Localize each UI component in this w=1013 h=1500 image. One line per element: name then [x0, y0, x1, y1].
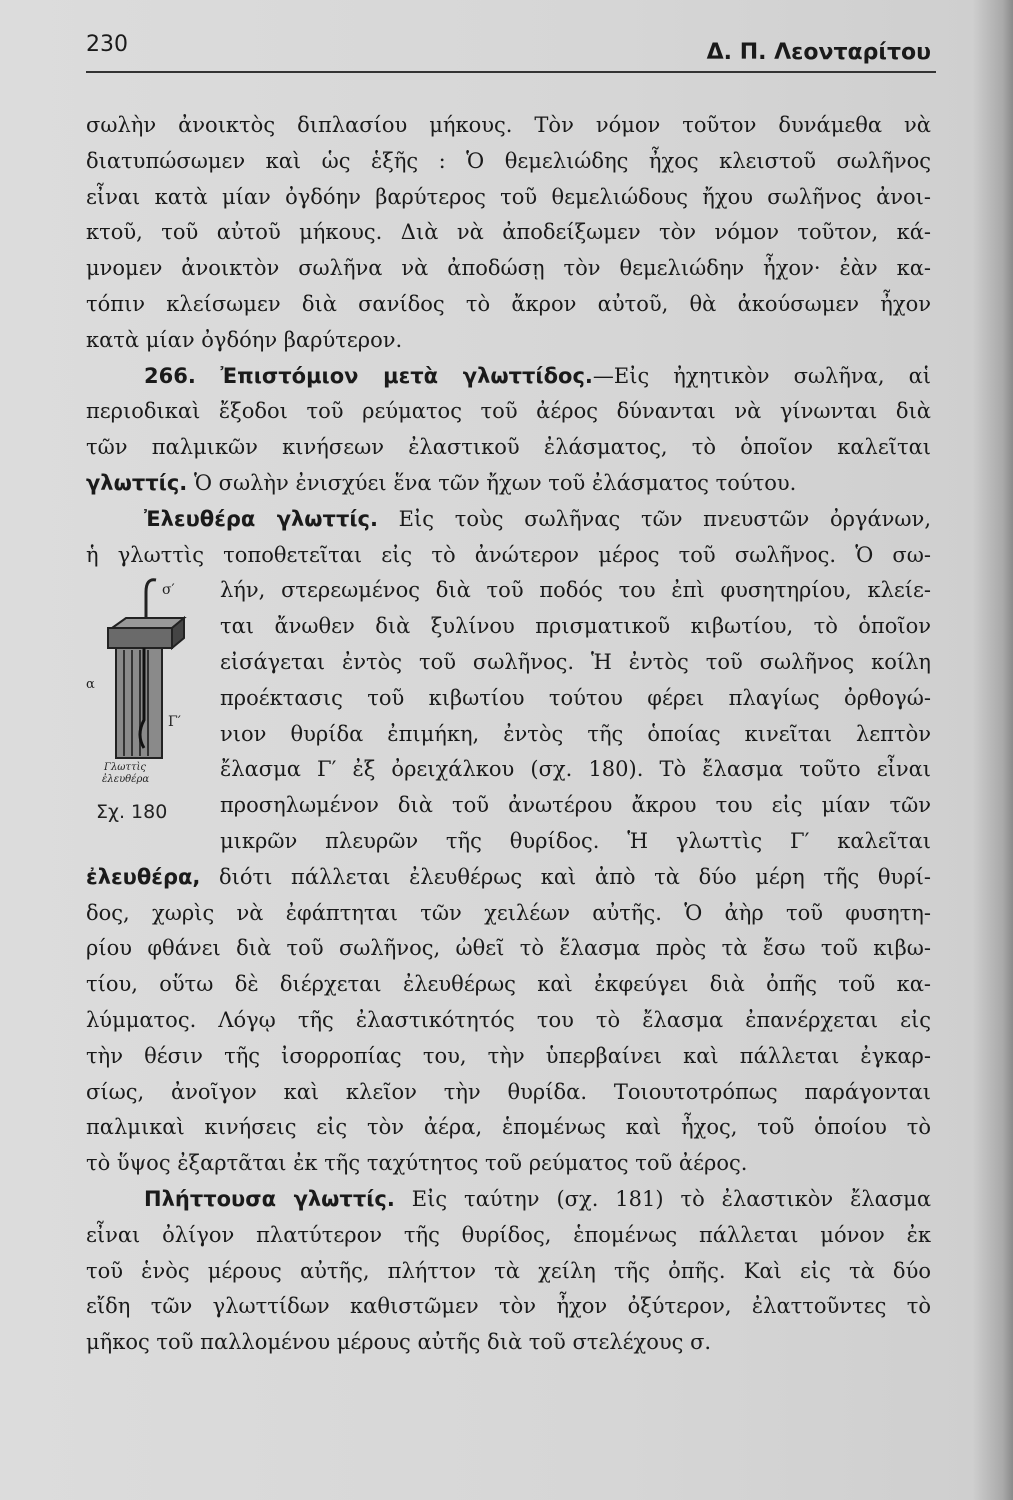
text-line: ἡ γλωττὶς τοποθετεῖται εἰς τὸ ἀνώτερον μέρος τοῦ σωλῆνος. Ὁ σω- — [86, 542, 931, 567]
text-line: εἶναι ὀλίγον πλατύτερον τῆς θυρίδος, ἑπομένως πάλλεται μόνον ἐκ — [86, 1222, 931, 1247]
subheading: Πλήττουσα γλωττίς. — [144, 1186, 395, 1211]
note-line1: Γλωττὶς — [104, 762, 147, 773]
text-line: τὴν θέσιν τῆς ἰσορροπίας του, τὴν ὑπερβαίνει καὶ πάλλεται ἐγκαρ- — [86, 1043, 931, 1068]
text-line: 266. Ἐπιστόμιον μετὰ γλωττίδος.—Εἰς ἠχητικὸν σωλῆνα, αἱ — [144, 363, 931, 388]
text-line: εἶναι κατὰ μίαν ὀγδόην βαρύτερος τοῦ θεμελιώδους ἤχου σωλῆνος ἀνοι- — [86, 184, 931, 209]
text-line: ρίου φθάνει διὰ τοῦ σωλῆνος, ὠθεῖ τὸ ἔλασμα πρὸς τὰ ἔσω τοῦ κιβω- — [86, 936, 931, 961]
text-line: τόπιν κλείσωμεν διὰ σανίδος τὸ ἄκρον αὐτοῦ, θὰ ἀκούσωμεν ἦχον — [86, 291, 931, 316]
text-line: γλωττίς. Ὁ σωλὴν ἐνισχύει ἕνα τῶν ἤχων τοῦ ἐλάσματος τούτου. — [86, 470, 797, 495]
top-block — [108, 628, 172, 648]
text-line: διατυπώσωμεν καὶ ὡς ἑξῆς : Ὁ θεμελιώδης ἦχος κλειστοῦ σωλῆνος — [86, 148, 931, 173]
label-gamma: Γ′ — [168, 714, 181, 730]
text-line: κατὰ μίαν ὀγδόην βαρύτερον. — [86, 327, 403, 352]
page-header — [86, 32, 931, 72]
label-alpha: α — [86, 677, 95, 692]
text-line: τῶν παλμικῶν κινήσεων ἐλαστικοῦ ἐλάσματος, τὸ ὁποῖον καλεῖται — [86, 435, 931, 460]
text-line: παλμικαὶ κινήσεις εἰς τὸν ἀέρα, ἑπομένως καὶ ἦχος, τοῦ ὁποίου τὸ — [86, 1115, 931, 1140]
text-line: μικρῶν πλευρῶν τῆς θυρίδος. Ἡ γλωττὶς Γ′ καλεῖται — [220, 828, 931, 853]
text-line: ἐλευθέρα, διότι πάλλεται ἐλευθέρως καὶ ἀπὸ τὰ δύο μέρη τῆς θυρί- — [86, 864, 931, 889]
text-line: τίου, οὕτω δὲ διέρχεται ἐλευθέρως καὶ ἐκφεύγει διὰ ὀπῆς τοῦ κα- — [86, 972, 931, 997]
text-line: σίως, ἀνοῖγον καὶ κλεῖον τὴν θυρίδα. Τοιουτοτρόπως παράγονται — [86, 1079, 931, 1104]
text-line: προσηλωμένον διὰ τοῦ ἀνωτέρου ἄκρου του εἰς μίαν τῶν — [220, 793, 931, 818]
text-line: προέκτασις τοῦ κιβωτίου τούτου φέρει πλαγίως ὀρθογώ- — [220, 685, 931, 710]
text-line: Ἐλευθέρα γλωττίς. Εἰς τοὺς σωλῆνας τῶν πνευστῶν ὀργάνων, — [144, 506, 931, 531]
header-rule — [86, 71, 936, 73]
section-heading: 266. Ἐπιστόμιον μετὰ γλωττίδος. — [144, 363, 593, 388]
text-line: εἰσάγεται ἐντὸς τοῦ σωλῆνος. Ἡ ἐντὸς τοῦ σωλῆνος κοίλη — [220, 649, 931, 674]
text-line: δος, χωρὶς νὰ ἐφάπτηται τῶν χειλέων αὐτῆς. Ὁ ἀὴρ τοῦ φυσητη- — [86, 900, 931, 925]
label-sigma: σ′ — [162, 582, 175, 598]
text-line: λύμματος. Λόγῳ τῆς ἐλαστικότητός του τὸ ἔλασμα ἐπανέρχεται εἰς — [86, 1007, 931, 1032]
running-title: Δ. Π. Λεονταρίτου — [706, 40, 931, 65]
text-line: περιοδικαὶ ἔξοδοι τοῦ ρεύματος τοῦ ἀέρος δύνανται νὰ γίνωνται διὰ — [86, 399, 931, 424]
text-line: τὸ ὕψος ἐξαρτᾶται ἐκ τῆς ταχύτητος τοῦ ρεύματος τοῦ ἀέρος. — [86, 1151, 748, 1176]
text-line: κτοῦ, τοῦ αὐτοῦ μήκους. Διὰ νὰ ἀποδείξωμεν τὸν νόμον τοῦτον, κά- — [86, 220, 931, 245]
subheading: Ἐλευθέρα γλωττίς. — [144, 506, 378, 531]
term-bold: ἐλευθέρα, — [86, 864, 201, 889]
reed-pipe-illustration — [86, 570, 216, 830]
term-bold: γλωττίς. — [86, 470, 188, 495]
text-line: μνομεν ἀνοικτὸν σωλῆνα νὰ ἀποδώσῃ τὸν θεμελιώδην ἦχον· ἐὰν κα- — [86, 256, 931, 281]
text-line: τοῦ ἑνὸς μέρους αὐτῆς, πλήττον τὰ χείλη τῆς ὀπῆς. Καὶ εἰς τὰ δύο — [86, 1258, 931, 1283]
figure-caption: Σχ. 180 — [96, 801, 168, 823]
text-line: μῆκος τοῦ παλλομένου μέρους αὐτῆς διὰ τοῦ στελέχους σ. — [86, 1330, 712, 1355]
page-number: 230 — [86, 32, 128, 57]
text-line: σωλὴν ἀνοικτὸς διπλασίου μήκους. Τὸν νόμον τοῦτον δυνάμεθα νὰ — [86, 113, 931, 137]
text-line: εἴδη τῶν γλωττίδων καθιστῶμεν τὸν ἦχον ὀξύτερον, ἐλαττοῦντες τὸ — [86, 1294, 931, 1319]
text-line: λήν, στερεωμένος διὰ τοῦ ποδός του ἐπὶ φυσητηρίου, κλείε- — [220, 578, 931, 603]
text-line: ται ἄνωθεν διὰ ξυλίνου πρισματικοῦ κιβωτίου, τὸ ὁποῖον — [220, 614, 931, 639]
text-line: Πλήττουσα γλωττίς. Εἰς ταύτην (σχ. 181) τὸ ἐλαστικὸν ἔλασμα — [144, 1186, 931, 1211]
figure-180 — [86, 570, 216, 830]
text-line: ἔλασμα Γ′ ἐξ ὀρειχάλκου (σχ. 180). Τὸ ἔλασμα τοῦτο εἶναι — [220, 757, 931, 782]
text-line: νιον θυρίδα ἐπιμήκη, ἐντὸς τῆς ὁποίας κινεῖται λεπτὸν — [220, 721, 931, 746]
note-line2: ἐλευθέρα — [102, 774, 150, 785]
